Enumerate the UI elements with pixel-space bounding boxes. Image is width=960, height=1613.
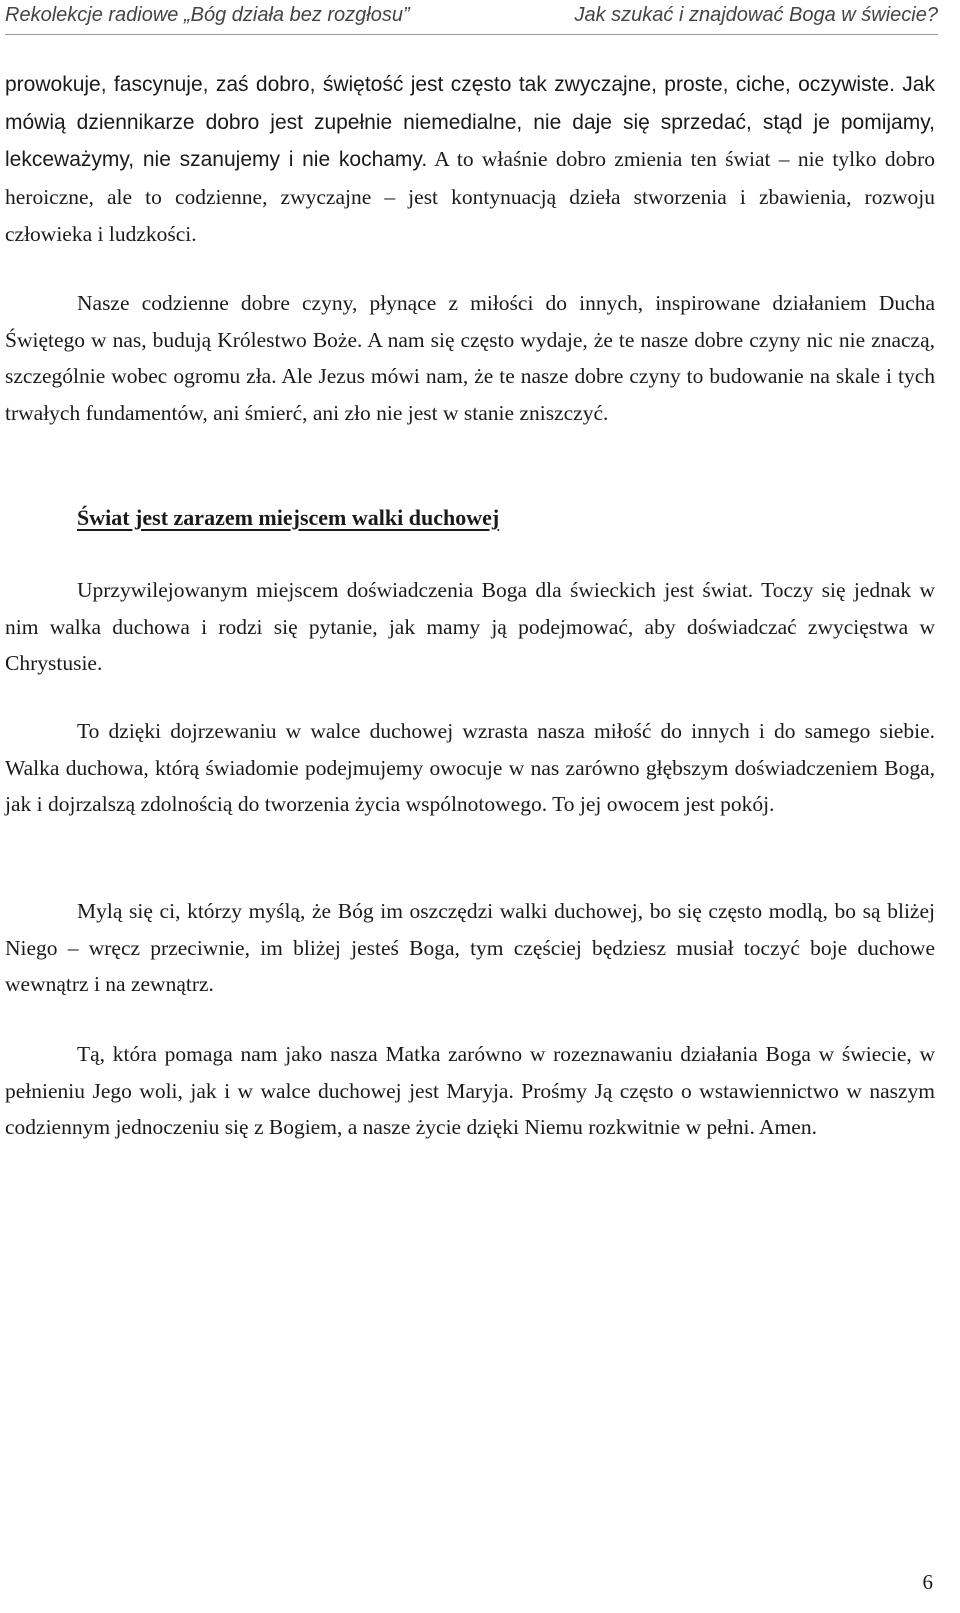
paragraph-world-as-place: Uprzywilejowanym miejscem doświadczenia Boga dla świeckich jest świat. Toczy się jednak w nim walka duchowa i rodzi się pytanie, jak mamy ją podejmować, aby doświadczać zwycięstwa w Chrystusie.: [5, 578, 935, 676]
header-divider: [5, 34, 938, 35]
paragraph-continuation: [5, 66, 935, 253]
section-heading: Świat jest zarazem miejscem walki duchowej: [77, 505, 500, 530]
header-right-title: Jak szukać i znajdować Boga w świecie?: [574, 4, 938, 26]
paragraph-no-escape: Mylą się ci, którzy myślą, że Bóg im oszczędzi walki duchowej, bo się często modlą, bo są bliżej Niego – wręcz przeciwnie, im bliżej jesteś Boga, tym częściej będziesz musiał toczyć boje duchowe wewnątrz i na zewnątrz.: [5, 899, 935, 997]
header-left-title: Rekolekcje radiowe „Bóg działa bez rozgłosu”: [5, 4, 410, 26]
paragraph-continuation-serif-part: A to właśnie dobro zmienia ten świat – nie tylko dobro heroiczne, ale to codzienne, zwyczajne – jest kontynuacją dzieła stworzenia i zbawienia, rozwoju człowieka i ludzkości.: [5, 147, 935, 246]
paragraph-mary: Tą, która pomaga nam jako nasza Matka zarówno w rozeznawaniu działania Boga w świecie, w pełnieniu Jego woli, jak i w walce duchowej jest Maryja. Prośmy Ją często o wstawiennictwo w naszym codziennym jednoczeniu się z Bogiem, a nasze życie dzięki Niemu rozkwitnie w pełni. Amen.: [5, 1042, 935, 1140]
paragraph-spiritual-maturity: To dzięki dojrzewaniu w walce duchowej wzrasta nasza miłość do innych i do samego siebie. Walka duchowa, którą świadomie podejmujemy owocuje w nas zarówno głębszym doświadczeniem Boga, jak i dojrzalszą zdolnością do tworzenia życia wspólnotowego. To jej owocem jest pokój.: [5, 719, 935, 817]
page-number: 6: [922, 1570, 933, 1594]
running-header: [5, 0, 938, 30]
paragraph-good-deeds: Nasze codzienne dobre czyny, płynące z miłości do innych, inspirowane działaniem Ducha Świętego w nas, budują Królestwo Boże. A nam się często wydaje, że te nasze dobre czyny nic nie znaczą, szczególnie wobec ogromu zła. Ale Jezus mówi nam, że te nasze dobre czyny to budowanie na skale i tych trwałych fundamentów, ani śmierć, ani zło nie jest w stanie zniszczyć.: [5, 291, 935, 426]
paragraph-continuation-sans-part: prowokuje, fascynuje, zaś dobro, świętość jest często tak zwyczajne, proste, ciche, oczywiste. Jak mówią dziennikarze dobro jest zupełnie niemedialne, nie daje się sprzedać, stąd je pomijamy, lekceważymy, nie szanujemy i nie kochamy.: [5, 73, 935, 172]
